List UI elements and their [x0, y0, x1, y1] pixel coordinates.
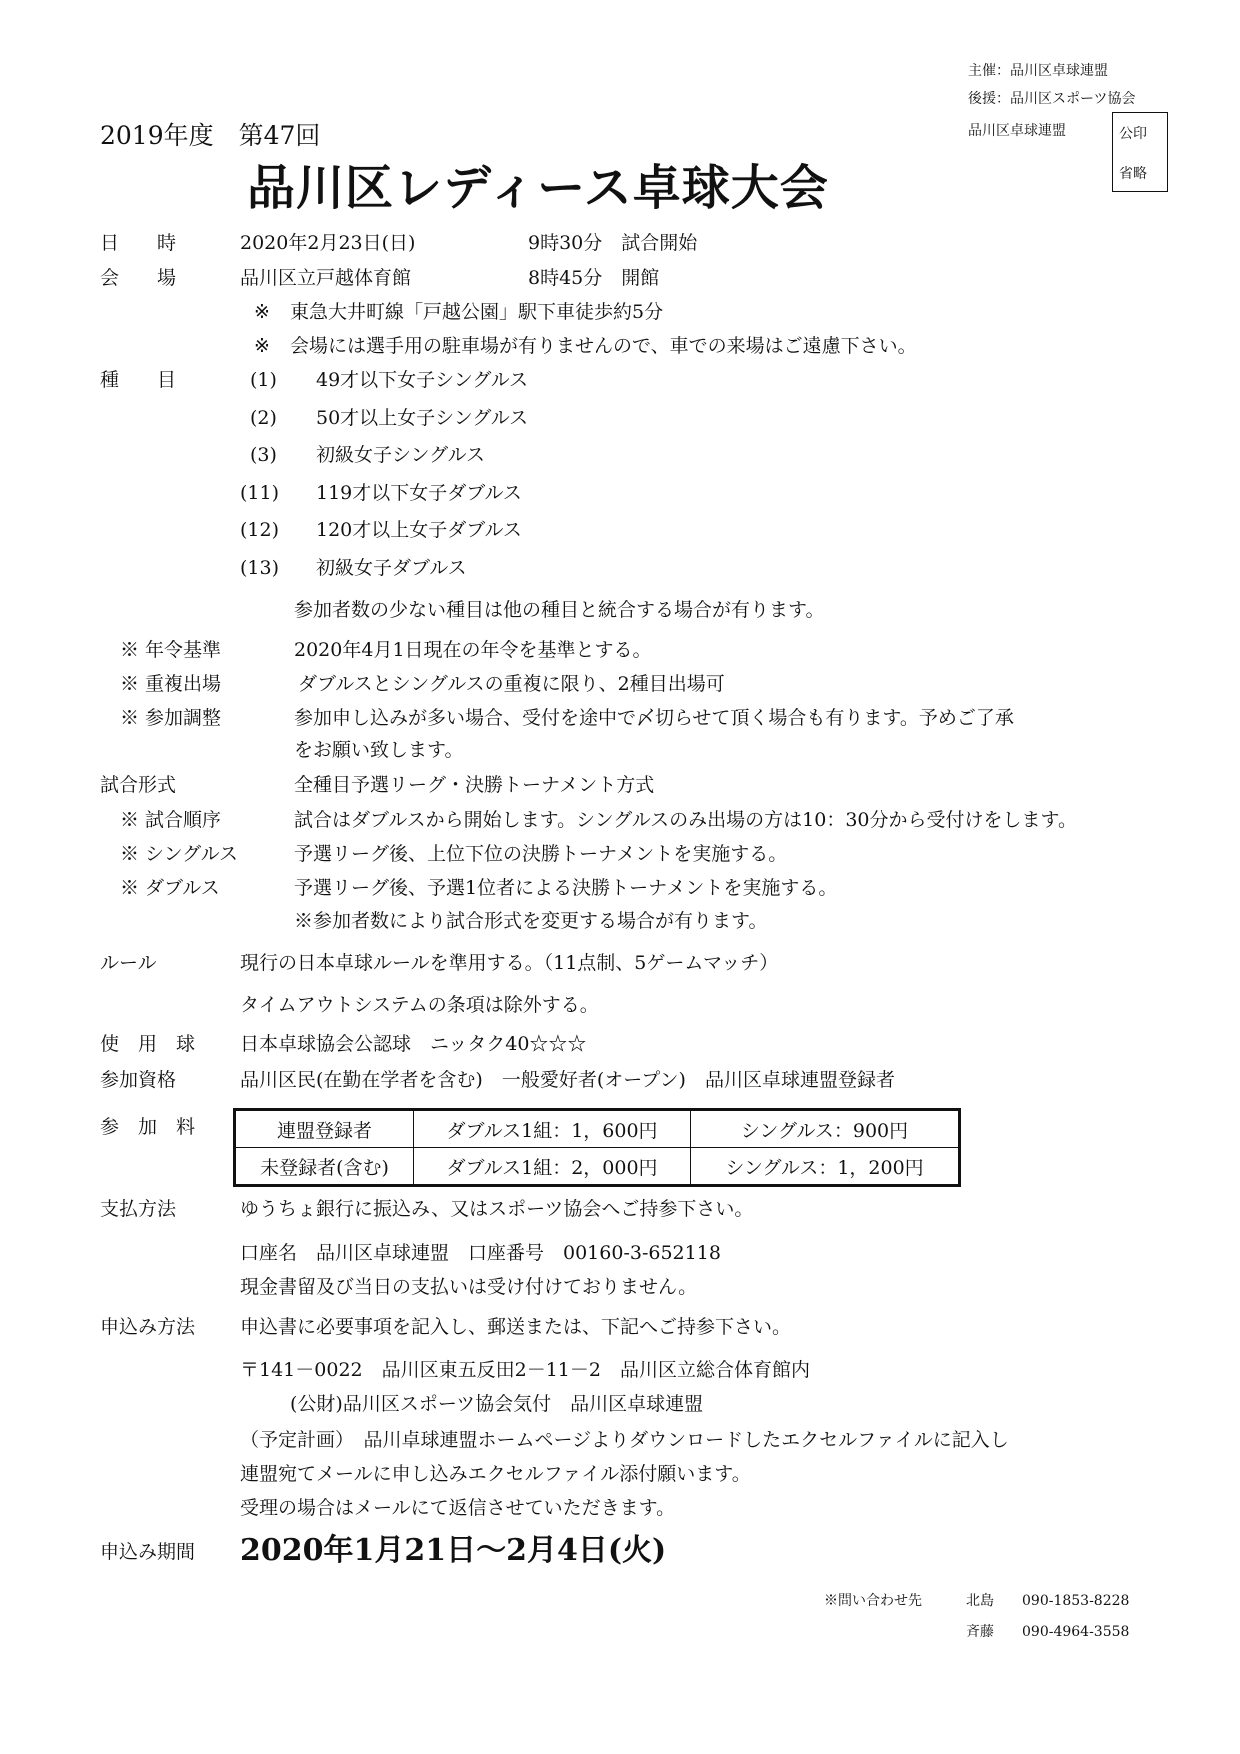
access-note: 東急大井町線「戸越公園」駅下車徒歩約5分 [290, 301, 664, 323]
adj-label: ※ 参加調整 [120, 707, 222, 729]
fee-singles: シングルス：900円 [691, 1110, 960, 1148]
table-row [235, 1110, 960, 1148]
fee-doubles: ダブルス1組：2，000円 [414, 1148, 691, 1186]
rule-text: 現行の日本卓球ルールを準用する。（11点制、5ゲームマッチ） [240, 952, 779, 974]
event-no: (1) [250, 369, 277, 391]
event-name: 119才以下女子ダブルス [316, 482, 522, 504]
fee-doubles: ダブルス1組：1，600円 [414, 1110, 691, 1148]
payment-note: 現金書留及び当日の支払いは受け付けておりません。 [240, 1276, 698, 1298]
payment-label: 支払方法 [100, 1198, 177, 1220]
singles-text: 予選リーグ後、上位下位の決勝トーナメントを実施する。 [294, 843, 788, 865]
apply-label: 申込み方法 [100, 1316, 196, 1338]
order-text: 試合はダブルスから開始します。シングルスのみ出場の方は10：30分から受付けをします。 [294, 809, 1077, 831]
eligibility-label: 参加資格 [100, 1069, 177, 1091]
fee-category: 未登録者(含む) [235, 1148, 414, 1186]
support-label-2: 品川区卓球連盟 [968, 123, 1066, 139]
apply-plan-text: （予定計画） 品川卓球連盟ホームページよりダウンロードしたエクセルファイルに記入し [240, 1429, 1009, 1451]
ball-label: 使 用 球 [100, 1033, 196, 1055]
fee-singles: シングルス：1，200円 [691, 1148, 960, 1186]
age-label: ※ 年令基準 [120, 639, 222, 661]
singles-label: ※ シングルス [120, 843, 239, 865]
events-label: 種 目 [100, 369, 177, 391]
host-label: 主催：品川区卓球連盟 [968, 63, 1108, 79]
seal-text: 公印 [1119, 126, 1147, 142]
event-no: (2) [250, 407, 277, 429]
contact-tel: 090-1853-8228 [1022, 1593, 1130, 1609]
ball-text: 日本卓球協会公認球 ニッタク40☆☆☆ [240, 1033, 587, 1055]
doubles-label: ※ ダブルス [120, 877, 220, 899]
seal-text: 省略 [1119, 166, 1147, 182]
adj-text: 参加申し込みが多い場合、受付を途中で〆切らせて頂く場合も有ります。予めご了承 [294, 707, 1014, 729]
official-seal-box [1112, 112, 1168, 192]
apply-text: 申込書に必要事項を記入し、郵送または、下記へご持参下さい。 [240, 1316, 792, 1338]
event-name: 50才以上女子シングルス [316, 407, 529, 429]
year-edition: 2019年度 第47回 [100, 121, 321, 150]
date-value: 2020年2月23日(日) [240, 232, 416, 254]
event-no: (12) [240, 519, 280, 541]
contact-name: 北島 [966, 1593, 994, 1609]
apply-plan-text-3: 受理の場合はメールにて返信させていただきます。 [240, 1497, 676, 1519]
event-no: (3) [250, 444, 277, 466]
note-mark: ※ [254, 301, 270, 323]
venue-label: 会 場 [100, 267, 177, 289]
support-label: 後援：品川区スポーツ協会 [968, 91, 1136, 107]
contact-label: ※問い合わせ先 [824, 1593, 922, 1609]
start-time: 9時30分 試合開始 [528, 232, 698, 254]
fee-category: 連盟登録者 [235, 1110, 414, 1148]
event-name: 初級女子ダブルス [316, 557, 467, 579]
event-name: 初級女子シングルス [316, 444, 486, 466]
page-title: 品川区レディース卓球大会 [247, 160, 829, 216]
format-text: 全種目予選リーグ・決勝トーナメント方式 [294, 774, 655, 796]
fee-table [233, 1108, 961, 1187]
address-text-2: (公財)品川区スポーツ協会気付 品川区卓球連盟 [290, 1393, 704, 1415]
table-row [235, 1148, 960, 1186]
rule-label: ルール [100, 952, 157, 974]
date-label: 日 時 [100, 232, 177, 254]
account-text: 口座名 品川区卓球連盟 口座番号 00160-3-652118 [240, 1242, 721, 1264]
event-name: 120才以上女子ダブルス [316, 519, 522, 541]
order-label: ※ 試合順序 [120, 809, 222, 831]
event-no: (11) [240, 482, 280, 504]
dup-text: ダブルスとシングルスの重複に限り、2種目出場可 [298, 673, 725, 695]
contact-tel: 090-4964-3558 [1022, 1624, 1130, 1640]
contact-name: 斉藤 [966, 1624, 994, 1640]
rule-text-2: タイムアウトシステムの条項は除外する。 [240, 994, 599, 1016]
parking-note: 会場には選手用の駐車場が有りませんので、車での来場はご遠慮下さい。 [290, 335, 917, 357]
doubles-text: 予選リーグ後、予選1位者による決勝トーナメントを実施する。 [294, 877, 838, 899]
adj-text-2: をお願い致します。 [294, 739, 464, 761]
payment-text: ゆうちょ銀行に振込み、又はスポーツ協会へご持参下さい。 [240, 1198, 754, 1220]
event-no: (13) [240, 557, 280, 579]
venue-value: 品川区立戸越体育館 [240, 267, 412, 289]
age-text: 2020年4月1日現在の年令を基準とする。 [294, 639, 652, 661]
period-text: 2020年1月21日～2月4日(火) [240, 1533, 667, 1568]
eligibility-text: 品川区民(在勤在学者を含む) 一般愛好者(オープン) 品川区卓球連盟登録者 [240, 1069, 895, 1091]
format-note: ※参加者数により試合形式を変更する場合が有ります。 [294, 910, 768, 932]
format-label: 試合形式 [100, 774, 177, 796]
fee-label: 参 加 料 [100, 1116, 196, 1138]
open-time: 8時45分 開館 [528, 267, 660, 289]
address-text: 〒141－0022 品川区東五反田2－11－2 品川区立総合体育館内 [240, 1359, 810, 1381]
note-mark: ※ [254, 335, 270, 357]
period-label: 申込み期間 [100, 1541, 196, 1563]
apply-plan-text-2: 連盟宛てメールに申し込みエクセルファイル添付願います。 [240, 1463, 751, 1485]
event-name: 49才以下女子シングルス [316, 369, 529, 391]
dup-label: ※ 重複出場 [120, 673, 222, 695]
events-note: 参加者数の少ない種目は他の種目と統合する場合が有ります。 [294, 599, 825, 621]
